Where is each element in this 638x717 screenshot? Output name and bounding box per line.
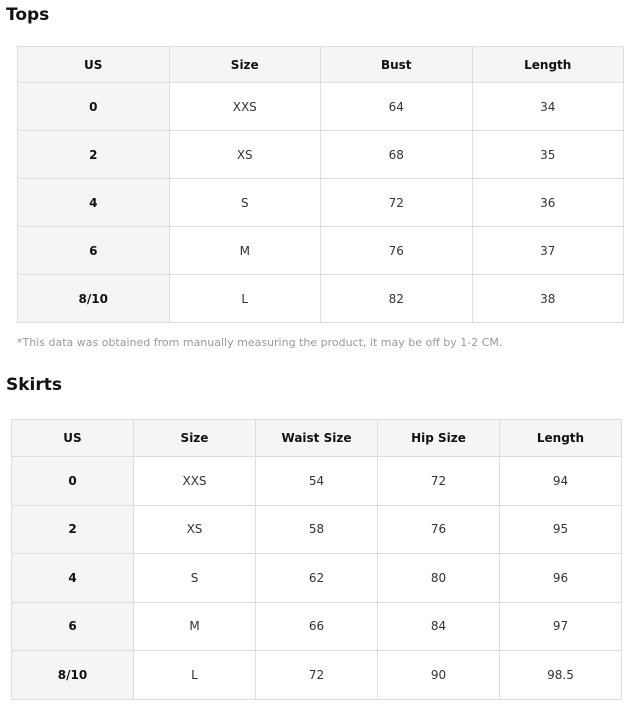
table-row xyxy=(12,505,622,554)
table-row xyxy=(18,179,624,227)
cell-hip-size: 80 xyxy=(378,554,500,603)
cell-us: 4 xyxy=(18,179,170,227)
table-row xyxy=(12,457,622,506)
cell-length: 34 xyxy=(472,83,624,131)
column-header-us: US xyxy=(12,420,134,457)
cell-size: L xyxy=(169,275,321,323)
cell-hip-size: 90 xyxy=(378,651,500,700)
cell-us: 4 xyxy=(12,554,134,603)
column-header-size: Size xyxy=(134,420,256,457)
cell-size: M xyxy=(169,227,321,275)
cell-bust: 68 xyxy=(321,131,473,179)
column-header-length: Length xyxy=(472,47,624,83)
table-row xyxy=(12,554,622,603)
cell-hip-size: 76 xyxy=(378,505,500,554)
cell-us: 0 xyxy=(12,457,134,506)
cell-bust: 64 xyxy=(321,83,473,131)
table-header-row xyxy=(12,420,622,457)
table-row xyxy=(12,651,622,700)
cell-length: 96 xyxy=(500,554,622,603)
cell-size: XS xyxy=(134,505,256,554)
cell-waist-size: 62 xyxy=(256,554,378,603)
cell-length: 94 xyxy=(500,457,622,506)
cell-waist-size: 54 xyxy=(256,457,378,506)
tops-section-title: Tops xyxy=(6,5,50,25)
skirts-size-table xyxy=(11,419,622,700)
column-header-us: US xyxy=(18,47,170,83)
cell-hip-size: 72 xyxy=(378,457,500,506)
cell-bust: 76 xyxy=(321,227,473,275)
cell-length: 37 xyxy=(472,227,624,275)
cell-length: 98.5 xyxy=(500,651,622,700)
cell-us: 0 xyxy=(18,83,170,131)
cell-size: M xyxy=(134,602,256,651)
cell-size: XXS xyxy=(134,457,256,506)
cell-size: XXS xyxy=(169,83,321,131)
cell-waist-size: 58 xyxy=(256,505,378,554)
column-header-size: Size xyxy=(169,47,321,83)
cell-bust: 82 xyxy=(321,275,473,323)
table-header-row xyxy=(18,47,624,83)
cell-length: 38 xyxy=(472,275,624,323)
column-header-bust: Bust xyxy=(321,47,473,83)
table-row xyxy=(18,227,624,275)
cell-length: 35 xyxy=(472,131,624,179)
table-row xyxy=(18,275,624,323)
cell-us: 8/10 xyxy=(12,651,134,700)
cell-waist-size: 66 xyxy=(256,602,378,651)
column-header-waist-size: Waist Size xyxy=(256,420,378,457)
table-row xyxy=(12,602,622,651)
cell-length: 36 xyxy=(472,179,624,227)
cell-waist-size: 72 xyxy=(256,651,378,700)
cell-size: L xyxy=(134,651,256,700)
column-header-length: Length xyxy=(500,420,622,457)
cell-size: S xyxy=(169,179,321,227)
skirts-section-title: Skirts xyxy=(6,375,63,395)
cell-length: 97 xyxy=(500,602,622,651)
measurement-disclaimer-note: *This data was obtained from manually measuring the product, it may be off by 1-2 CM. xyxy=(17,336,503,349)
cell-us: 8/10 xyxy=(18,275,170,323)
table-row xyxy=(18,83,624,131)
cell-size: XS xyxy=(169,131,321,179)
cell-us: 2 xyxy=(12,505,134,554)
cell-us: 6 xyxy=(18,227,170,275)
cell-size: S xyxy=(134,554,256,603)
cell-us: 6 xyxy=(12,602,134,651)
cell-length: 95 xyxy=(500,505,622,554)
cell-hip-size: 84 xyxy=(378,602,500,651)
cell-us: 2 xyxy=(18,131,170,179)
cell-bust: 72 xyxy=(321,179,473,227)
table-row xyxy=(18,131,624,179)
tops-size-table xyxy=(17,46,624,323)
column-header-hip-size: Hip Size xyxy=(378,420,500,457)
